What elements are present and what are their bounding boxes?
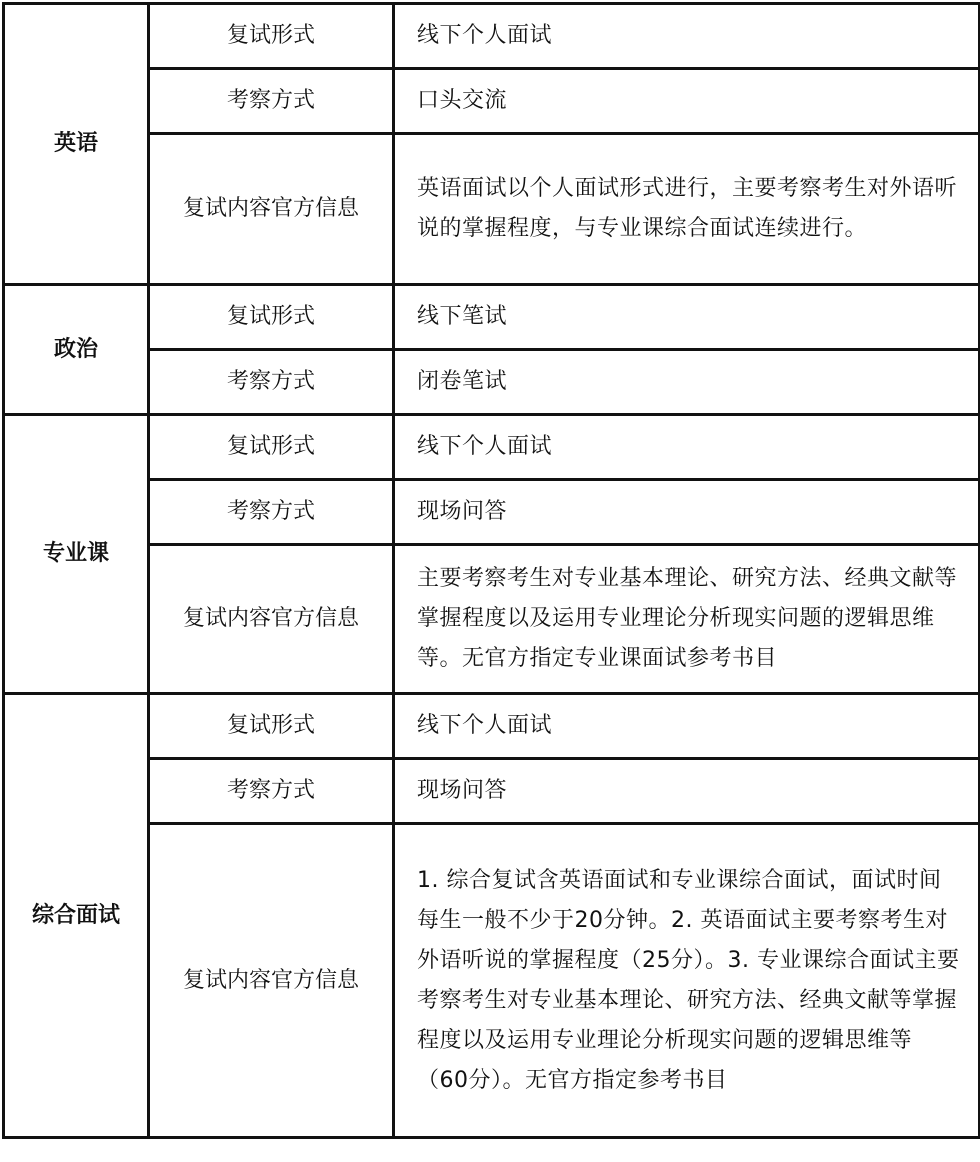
subject-cell-comprehensive: 综合面试 <box>4 694 149 1138</box>
table-row <box>4 69 980 134</box>
table-row <box>4 694 980 759</box>
field-value: 主要考察考生对专业基本理论、研究方法、经典文献等掌握程度以及运用专业理论分析现实问题的逻辑思维等。无官方指定专业课面试参考书目 <box>394 545 980 694</box>
field-value: 闭卷笔试 <box>394 350 980 415</box>
field-label: 考察方式 <box>149 350 394 415</box>
table-row <box>4 415 980 480</box>
field-label: 复试内容官方信息 <box>149 134 394 285</box>
field-label: 考察方式 <box>149 69 394 134</box>
table-row <box>4 134 980 285</box>
field-value: 现场问答 <box>394 480 980 545</box>
field-value: 口头交流 <box>394 69 980 134</box>
field-value: 英语面试以个人面试形式进行，主要考察考生对外语听说的掌握程度，与专业课综合面试连续进行。 <box>394 134 980 285</box>
table-row <box>4 4 980 69</box>
field-label: 复试形式 <box>149 285 394 350</box>
table-row <box>4 759 980 824</box>
table-row <box>4 480 980 545</box>
table-row <box>4 285 980 350</box>
table-row <box>4 824 980 1138</box>
field-label: 复试形式 <box>149 694 394 759</box>
exam-requirements-table <box>2 2 980 1139</box>
subject-cell-english: 英语 <box>4 4 149 285</box>
field-value: 线下个人面试 <box>394 415 980 480</box>
field-value: 1. 综合复试含英语面试和专业课综合面试，面试时间每生一般不少于20分钟。2. 英语面试主要考察考生对外语听说的掌握程度（25分）。3. 专业课综合面试主要考察考生对专业基本理论、研究方法、经典文献等掌握程度以及运用专业理论分析现实问题的逻辑思维等（60分）。无官方指定参考书目 <box>394 824 980 1138</box>
table-row <box>4 350 980 415</box>
field-value: 线下个人面试 <box>394 4 980 69</box>
table-row <box>4 545 980 694</box>
field-label: 复试内容官方信息 <box>149 545 394 694</box>
field-value: 现场问答 <box>394 759 980 824</box>
field-label: 复试形式 <box>149 4 394 69</box>
field-label: 复试内容官方信息 <box>149 824 394 1138</box>
field-value: 线下笔试 <box>394 285 980 350</box>
field-label: 考察方式 <box>149 759 394 824</box>
subject-cell-major: 专业课 <box>4 415 149 694</box>
subject-cell-politics: 政治 <box>4 285 149 415</box>
field-label: 考察方式 <box>149 480 394 545</box>
field-label: 复试形式 <box>149 415 394 480</box>
field-value: 线下个人面试 <box>394 694 980 759</box>
